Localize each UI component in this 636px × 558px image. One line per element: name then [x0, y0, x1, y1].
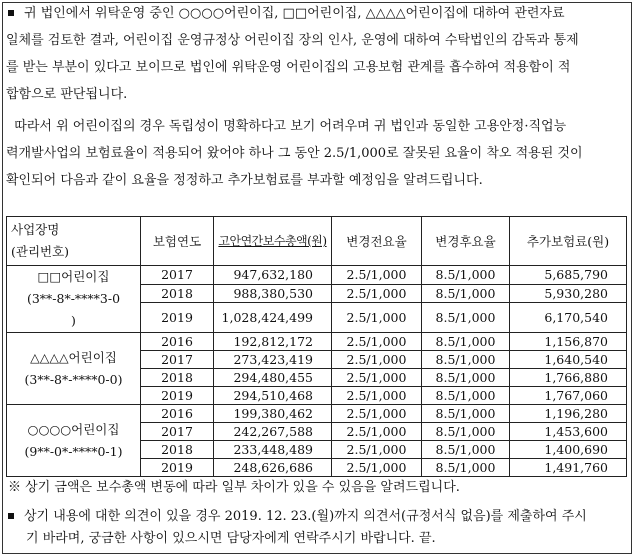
rate-before-cell: 2.5/1,000 — [332, 284, 422, 303]
closing-line: 상기 내용에 대한 의견이 있을 경우 2019. 12. 23.(월)까지 의견서(규정서식 없음)를 제출하여 주시 — [6, 506, 626, 528]
extra-premium-cell: 1,767,060 — [510, 387, 627, 405]
year-cell: 2019 — [141, 459, 214, 477]
year-cell: 2017 — [141, 423, 214, 441]
business-name-cell: ○○○○어린이집 (9**-0*-****0-1) — [7, 405, 141, 477]
wage-cell: 1,028,424,499 — [214, 303, 332, 333]
table-row — [7, 266, 627, 285]
closing-line: 기 바라며, 궁금한 사항이 있으시면 담당자에게 연락주시기 바랍니다. 끝. — [26, 531, 436, 546]
wage-cell: 273,423,419 — [214, 351, 332, 369]
header-year: 보험연도 — [141, 217, 214, 266]
rate-after-cell: 8.5/1,000 — [422, 351, 510, 369]
extra-premium-cell: 1,491,760 — [510, 459, 627, 477]
extra-premium-cell: 1,400,690 — [510, 441, 627, 459]
amount-note: ※ 상기 금액은 보수총액 변동에 따라 일부 차이가 있을 수 있음을 알려드립니다. — [8, 480, 460, 495]
year-cell: 2016 — [141, 405, 214, 423]
rate-before-cell: 2.5/1,000 — [332, 405, 422, 423]
header-extra-premium: 추가보험료(원) — [510, 217, 627, 266]
rate-after-cell: 8.5/1,000 — [422, 441, 510, 459]
wage-cell: 947,632,180 — [214, 266, 332, 285]
rate-before-cell: 2.5/1,000 — [332, 423, 422, 441]
rate-before-cell: 2.5/1,000 — [332, 387, 422, 405]
wage-cell: 192,812,172 — [214, 333, 332, 351]
rate-after-cell: 8.5/1,000 — [422, 459, 510, 477]
wage-cell: 199,380,462 — [214, 405, 332, 423]
rate-after-cell: 8.5/1,000 — [422, 369, 510, 387]
premium-table — [6, 216, 627, 477]
followup-line: 확인되어 다음과 같이 요율을 정정하고 추가보험료를 부과할 예정임을 알려드립니다. — [6, 173, 483, 188]
rate-after-cell: 8.5/1,000 — [422, 333, 510, 351]
wage-cell: 248,626,686 — [214, 459, 332, 477]
extra-premium-cell: 6,170,540 — [510, 303, 627, 333]
business-name-cell: □□어린이집 (3**-8*-****3-0 ) — [7, 266, 141, 333]
followup-line: 력개발사업의 보험료율이 적용되어 왔어야 하나 그 동안 2.5/1,000로 잘못된 요율이 착오 적용된 것이 — [6, 146, 583, 161]
table-header-row — [7, 217, 627, 266]
extra-premium-cell: 1,766,880 — [510, 369, 627, 387]
business-name-cell: △△△△어린이집 (3**-8*-****0-0) — [7, 333, 141, 405]
extra-premium-cell: 1,156,870 — [510, 333, 627, 351]
header-rate-before: 변경전요율 — [332, 217, 422, 266]
rate-before-cell: 2.5/1,000 — [332, 351, 422, 369]
wage-cell: 988,380,530 — [214, 284, 332, 303]
extra-premium-cell: 1,640,540 — [510, 351, 627, 369]
table-row — [7, 405, 627, 423]
year-cell: 2019 — [141, 303, 214, 333]
followup-line: 따라서 위 어린이집의 경우 독립성이 명확하다고 보기 어려우며 귀 법인과 동일한 고용안정·직업능 — [14, 119, 567, 134]
intro-line: 귀 법인에서 위탁운영 중인 ○○○○어린이집, □□어린이집, △△△△어린이집에 대하여 관련자료 — [6, 0, 626, 27]
wage-cell: 242,267,588 — [214, 423, 332, 441]
extra-premium-cell: 1,196,280 — [510, 405, 627, 423]
rate-after-cell: 8.5/1,000 — [422, 303, 510, 333]
rate-before-cell: 2.5/1,000 — [332, 459, 422, 477]
rate-before-cell: 2.5/1,000 — [332, 333, 422, 351]
rate-after-cell: 8.5/1,000 — [422, 405, 510, 423]
rate-after-cell: 8.5/1,000 — [422, 266, 510, 285]
intro-paragraph — [6, 0, 626, 108]
intro-line: 일체를 검토한 결과, 어린이집 운영규정상 어린이집 장의 인사, 운영에 대하여 수탁법인의 감독과 통제 — [6, 33, 579, 48]
wage-cell: 233,448,489 — [214, 441, 332, 459]
table-row — [7, 333, 627, 351]
closing-paragraph — [6, 506, 626, 550]
header-business-name: 사업장명 (관리번호) — [7, 217, 141, 266]
rate-before-cell: 2.5/1,000 — [332, 369, 422, 387]
square-bullet-icon — [8, 10, 14, 16]
year-cell: 2019 — [141, 387, 214, 405]
header-wage-total: 고안연간보수총액(원) — [214, 217, 332, 266]
rate-before-cell: 2.5/1,000 — [332, 441, 422, 459]
header-rate-after: 변경후요율 — [422, 217, 510, 266]
followup-paragraph — [6, 113, 626, 194]
year-cell: 2018 — [141, 441, 214, 459]
year-cell: 2017 — [141, 266, 214, 285]
intro-line: 를 받는 부분이 있다고 보이므로 법인에 위탁운영 어린이집의 고용보험 관계를 흡수하여 적용함이 적 — [6, 60, 571, 75]
extra-premium-cell: 5,685,790 — [510, 266, 627, 285]
rate-after-cell: 8.5/1,000 — [422, 284, 510, 303]
square-bullet-icon — [8, 513, 14, 519]
year-cell: 2018 — [141, 369, 214, 387]
wage-cell: 294,510,468 — [214, 387, 332, 405]
wage-cell: 294,480,455 — [214, 369, 332, 387]
year-cell: 2016 — [141, 333, 214, 351]
rate-after-cell: 8.5/1,000 — [422, 423, 510, 441]
extra-premium-cell: 5,930,280 — [510, 284, 627, 303]
rate-after-cell: 8.5/1,000 — [422, 387, 510, 405]
rate-before-cell: 2.5/1,000 — [332, 266, 422, 285]
extra-premium-cell: 1,453,600 — [510, 423, 627, 441]
year-cell: 2017 — [141, 351, 214, 369]
year-cell: 2018 — [141, 284, 214, 303]
intro-line: 합함으로 판단됩니다. — [6, 87, 128, 102]
rate-before-cell: 2.5/1,000 — [332, 303, 422, 333]
